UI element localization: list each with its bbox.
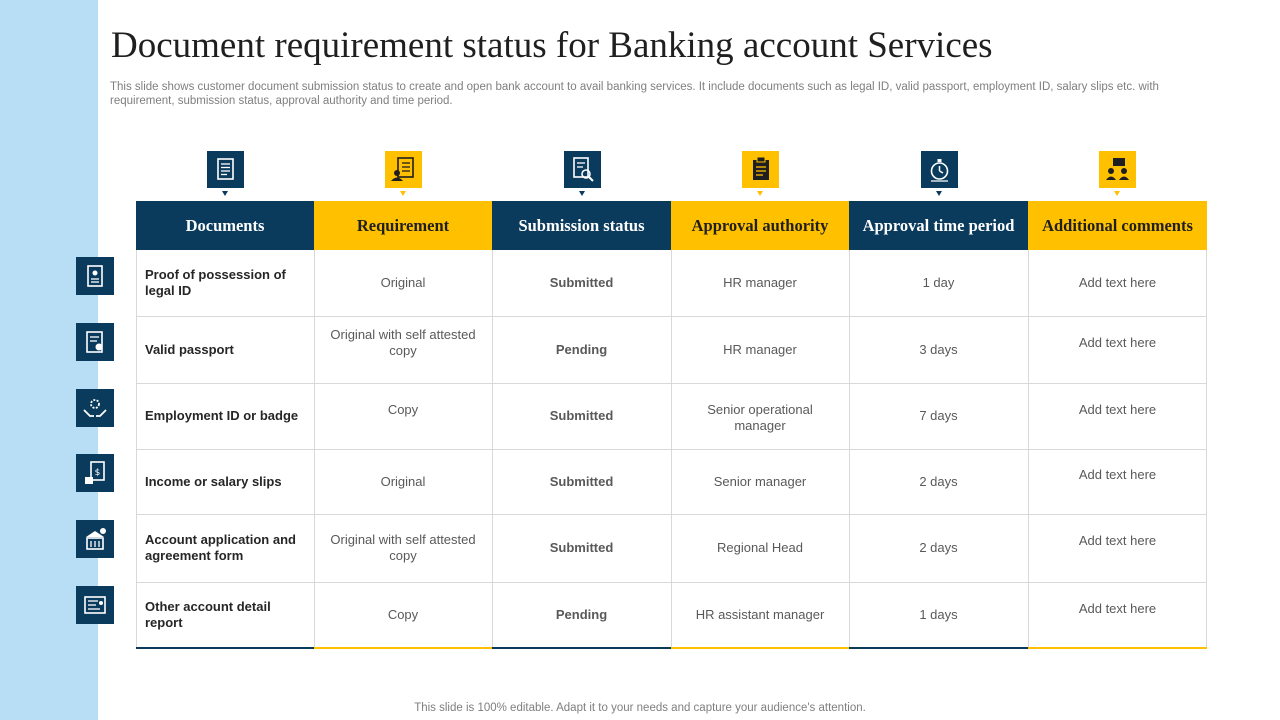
id-badge-icon [76,257,114,295]
requirements-table [136,201,1207,649]
authority-cell: Senior manager [713,473,807,489]
column-header: Approval time period [849,201,1028,250]
report-icon [76,586,114,624]
document-name: Proof of possession of legal ID [145,267,286,298]
requirement-cell: Copy [387,606,419,622]
svg-text:$: $ [94,468,101,478]
period-cell: 2 days [919,473,958,489]
bottom-border [314,647,492,649]
comments-cell: Add text here [1078,601,1157,616]
authority-cell: HR manager [723,275,797,290]
document-search-icon [564,151,601,188]
document-name: Employment ID or badge [145,408,299,423]
page-title: Document requirement status for Banking account Services [111,25,993,66]
bottom-border [136,647,314,649]
document-name: Income or salary slips [145,473,282,489]
column-header: Approval authority [671,201,849,250]
authority-cell: Regional Head [716,540,803,555]
period-cell: 3 days [919,341,958,357]
column-header: Submission status [492,201,671,250]
column-header: Requirement [314,201,492,250]
document-name: Account application and agreement form [145,532,296,563]
requirement-cell: Copy [387,402,419,417]
comments-cell: Add text here [1078,275,1157,290]
salary-slip-icon [76,454,114,492]
caret-marker [1114,191,1120,196]
document-name: Other account detail report [145,598,271,630]
footer-note: This slide is 100% editable. Adapt it to your needs and capture your audience's attention. [414,702,866,714]
status-cell: Submitted [549,540,614,555]
bottom-border [671,647,849,649]
caret-marker [222,191,228,196]
document-name: Valid passport [145,341,234,357]
status-cell: Pending [555,606,608,622]
caret-marker [579,191,585,196]
bank-document-icon [76,520,114,558]
bottom-border [1028,647,1207,649]
page-subtitle: This slide shows customer document submission status to create and open bank account to avail banking services. It include documents such as legal ID, valid passport, employment ID, salary slips etc. with requirement, submission status, approval authority and time period. [110,81,1159,107]
authority-cell: Senior operational manager [707,402,813,433]
caret-marker [936,191,942,196]
column-header: Documents [136,201,314,250]
authority-cell: HR manager [723,341,797,357]
caret-marker [757,191,763,196]
period-cell: 2 days [919,540,958,555]
requirement-cell: Original with self attested copy [330,532,476,563]
requirement-cell: Original [380,275,426,290]
caret-marker [400,191,406,196]
status-cell: Pending [555,341,608,357]
requirement-cell: Original with self attested copy [330,327,476,358]
period-cell: 1 day [922,275,955,290]
checklist-user-icon [385,151,422,188]
status-cell: Submitted [549,275,614,290]
bottom-border [849,647,1028,649]
passport-icon [76,323,114,361]
comments-cell: Add text here [1078,335,1157,350]
comments-cell: Add text here [1078,533,1157,548]
status-cell: Submitted [549,408,614,423]
clipboard-icon [742,151,779,188]
period-cell: 7 days [919,408,958,423]
comments-cell: Add text here [1078,402,1157,417]
comments-cell: Add text here [1078,467,1157,482]
requirement-cell: Original [380,473,426,489]
stopwatch-icon [921,151,958,188]
bottom-border [492,647,671,649]
column-header: Additional comments [1028,201,1207,250]
period-cell: 1 days [919,606,958,622]
authority-cell: HR assistant manager [695,606,825,622]
document-icon [207,151,244,188]
hands-gear-icon [76,389,114,427]
team-meeting-icon [1099,151,1136,188]
status-cell: Submitted [549,473,614,489]
